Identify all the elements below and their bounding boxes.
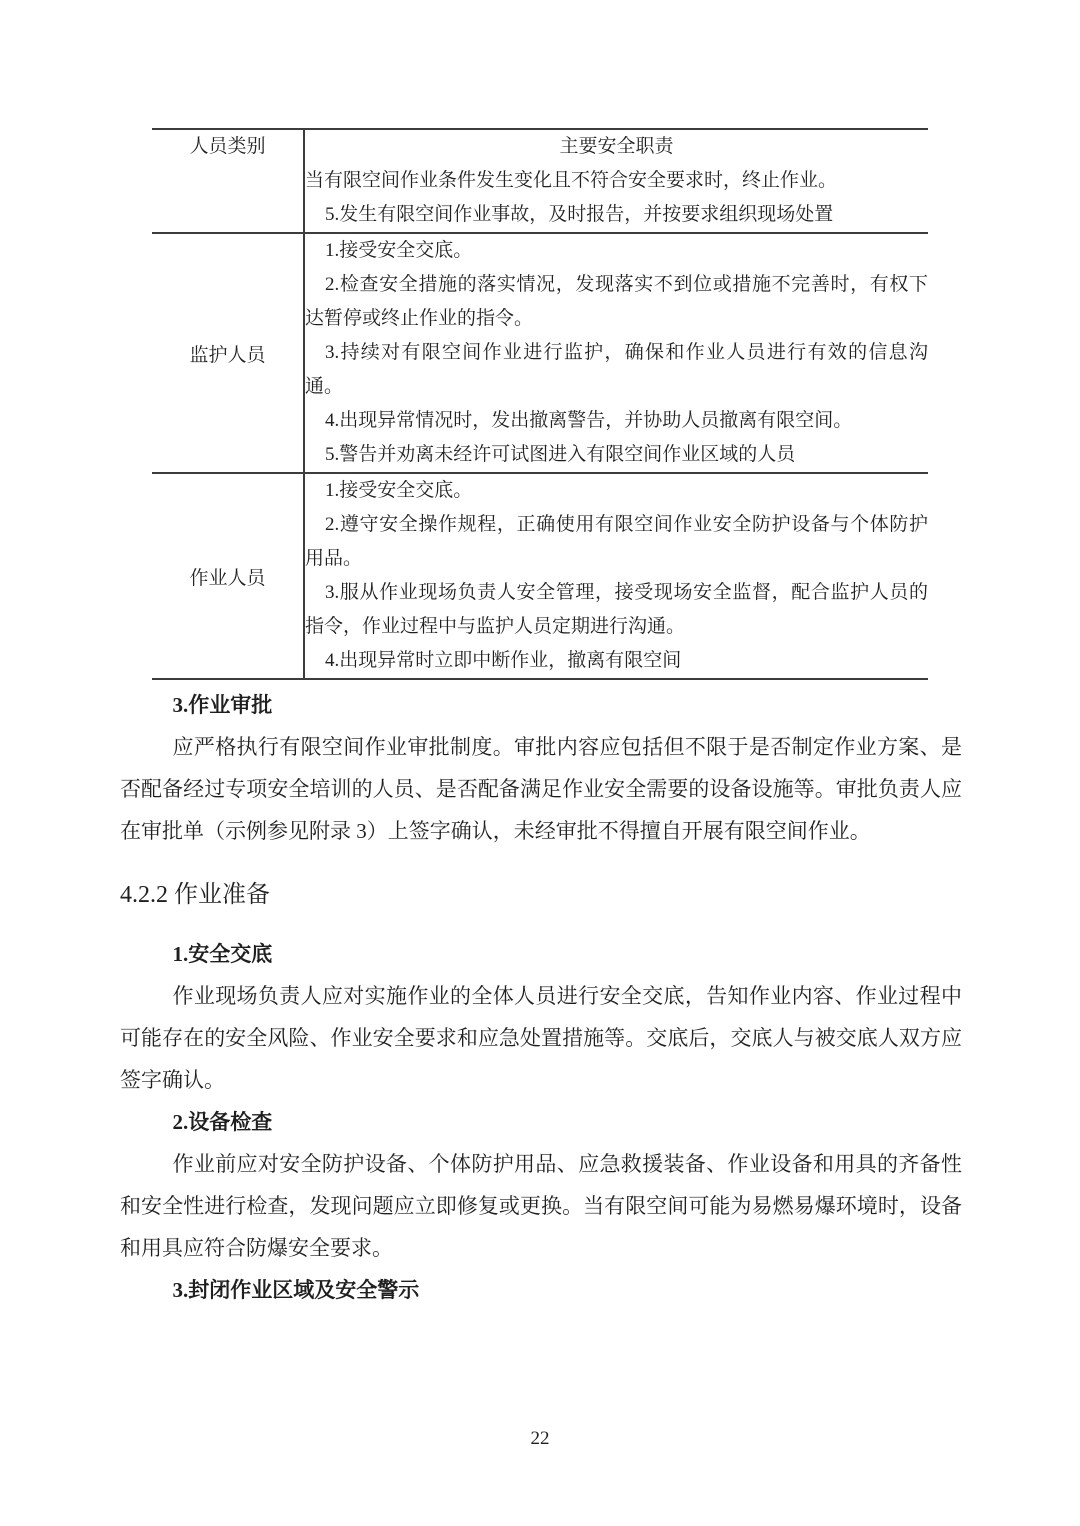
table-row: [152, 164, 928, 233]
body-paragraph: 作业前应对安全防护设备、个体防护用品、应急救援装备、作业设备和用具的齐备性和安全性进行检查，发现问题应立即修复或更换。当有限空间可能为易燃易爆环境时，设备和用具应符合防爆安全要求。: [120, 1152, 962, 1260]
page-number: 22: [530, 1428, 550, 1449]
duty-item: 4.出现异常时立即中断作业，撤离有限空间: [324, 650, 682, 671]
body-paragraph: 应严格执行有限空间作业审批制度。审批内容应包括但不限于是否制定作业方案、是否配备经过专项安全培训的人员、是否配备满足作业安全需要的设备设施等。审批负责人应在审批单（示例参见附录 3）上签字确认，未经审批不得擅自开展有限空间作业。: [120, 735, 962, 843]
duty-item: 3.服从作业现场负责人安全管理，接受现场安全监督，配合监护人员的指令，作业过程中与监护人员定期进行沟通。: [305, 582, 928, 637]
column-header-role: 人员类别: [152, 129, 304, 164]
duty-item: 当有限空间作业条件发生变化且不符合安全要求时，终止作业。: [305, 170, 838, 191]
sub-heading: 3.封闭作业区域及安全警示: [172, 1278, 420, 1302]
section-heading: 4.2.2 作业准备: [120, 882, 270, 908]
table-header: [152, 129, 928, 164]
role-cell: 监护人员: [152, 233, 304, 473]
body-paragraph: 作业现场负责人应对实施作业的全体人员进行安全交底，告知作业内容、作业过程中可能存在的安全风险、作业安全要求和应急处置措施等。交底后，交底人与被交底人双方应签字确认。: [120, 984, 962, 1092]
sub-heading: 3.作业审批: [172, 693, 273, 717]
table-row: [152, 233, 928, 473]
duty-item: 4.出现异常情况时，发出撤离警告，并协助人员撤离有限空间。: [324, 410, 853, 431]
table-row: [152, 473, 928, 679]
sections: [120, 684, 962, 1311]
sub-heading: 1.安全交底: [172, 942, 273, 966]
duties-cell: [304, 233, 928, 473]
duty-item: 3.持续对有限空间作业进行监护，确保和作业人员进行有效的信息沟通。: [305, 342, 928, 397]
safety-duties-table: [152, 128, 928, 680]
roles-table-body: [152, 164, 928, 679]
duty-item: 5.警告并劝离未经许可试图进入有限空间作业区域的人员: [324, 444, 796, 465]
role-cell: [152, 164, 304, 233]
column-header-duties: 主要安全职责: [559, 136, 674, 157]
duties-cell: [304, 473, 928, 679]
duty-item: 2.检查安全措施的落实情况，发现落实不到位或措施不完善时，有权下达暂停或终止作业的指令。: [305, 274, 928, 329]
duty-item: 2.遵守安全操作规程，正确使用有限空间作业安全防护设备与个体防护用品。: [305, 514, 928, 569]
table-header-row: [152, 129, 928, 164]
duty-item: 5.发生有限空间作业事故，及时报告，并按要求组织现场处置: [324, 204, 834, 225]
sub-heading: 2.设备检查: [172, 1110, 273, 1134]
duties-cell: [304, 164, 928, 233]
duty-item: 1.接受安全交底。: [324, 240, 473, 261]
duty-item: 1.接受安全交底。: [324, 480, 473, 501]
role-cell: 作业人员: [152, 473, 304, 679]
